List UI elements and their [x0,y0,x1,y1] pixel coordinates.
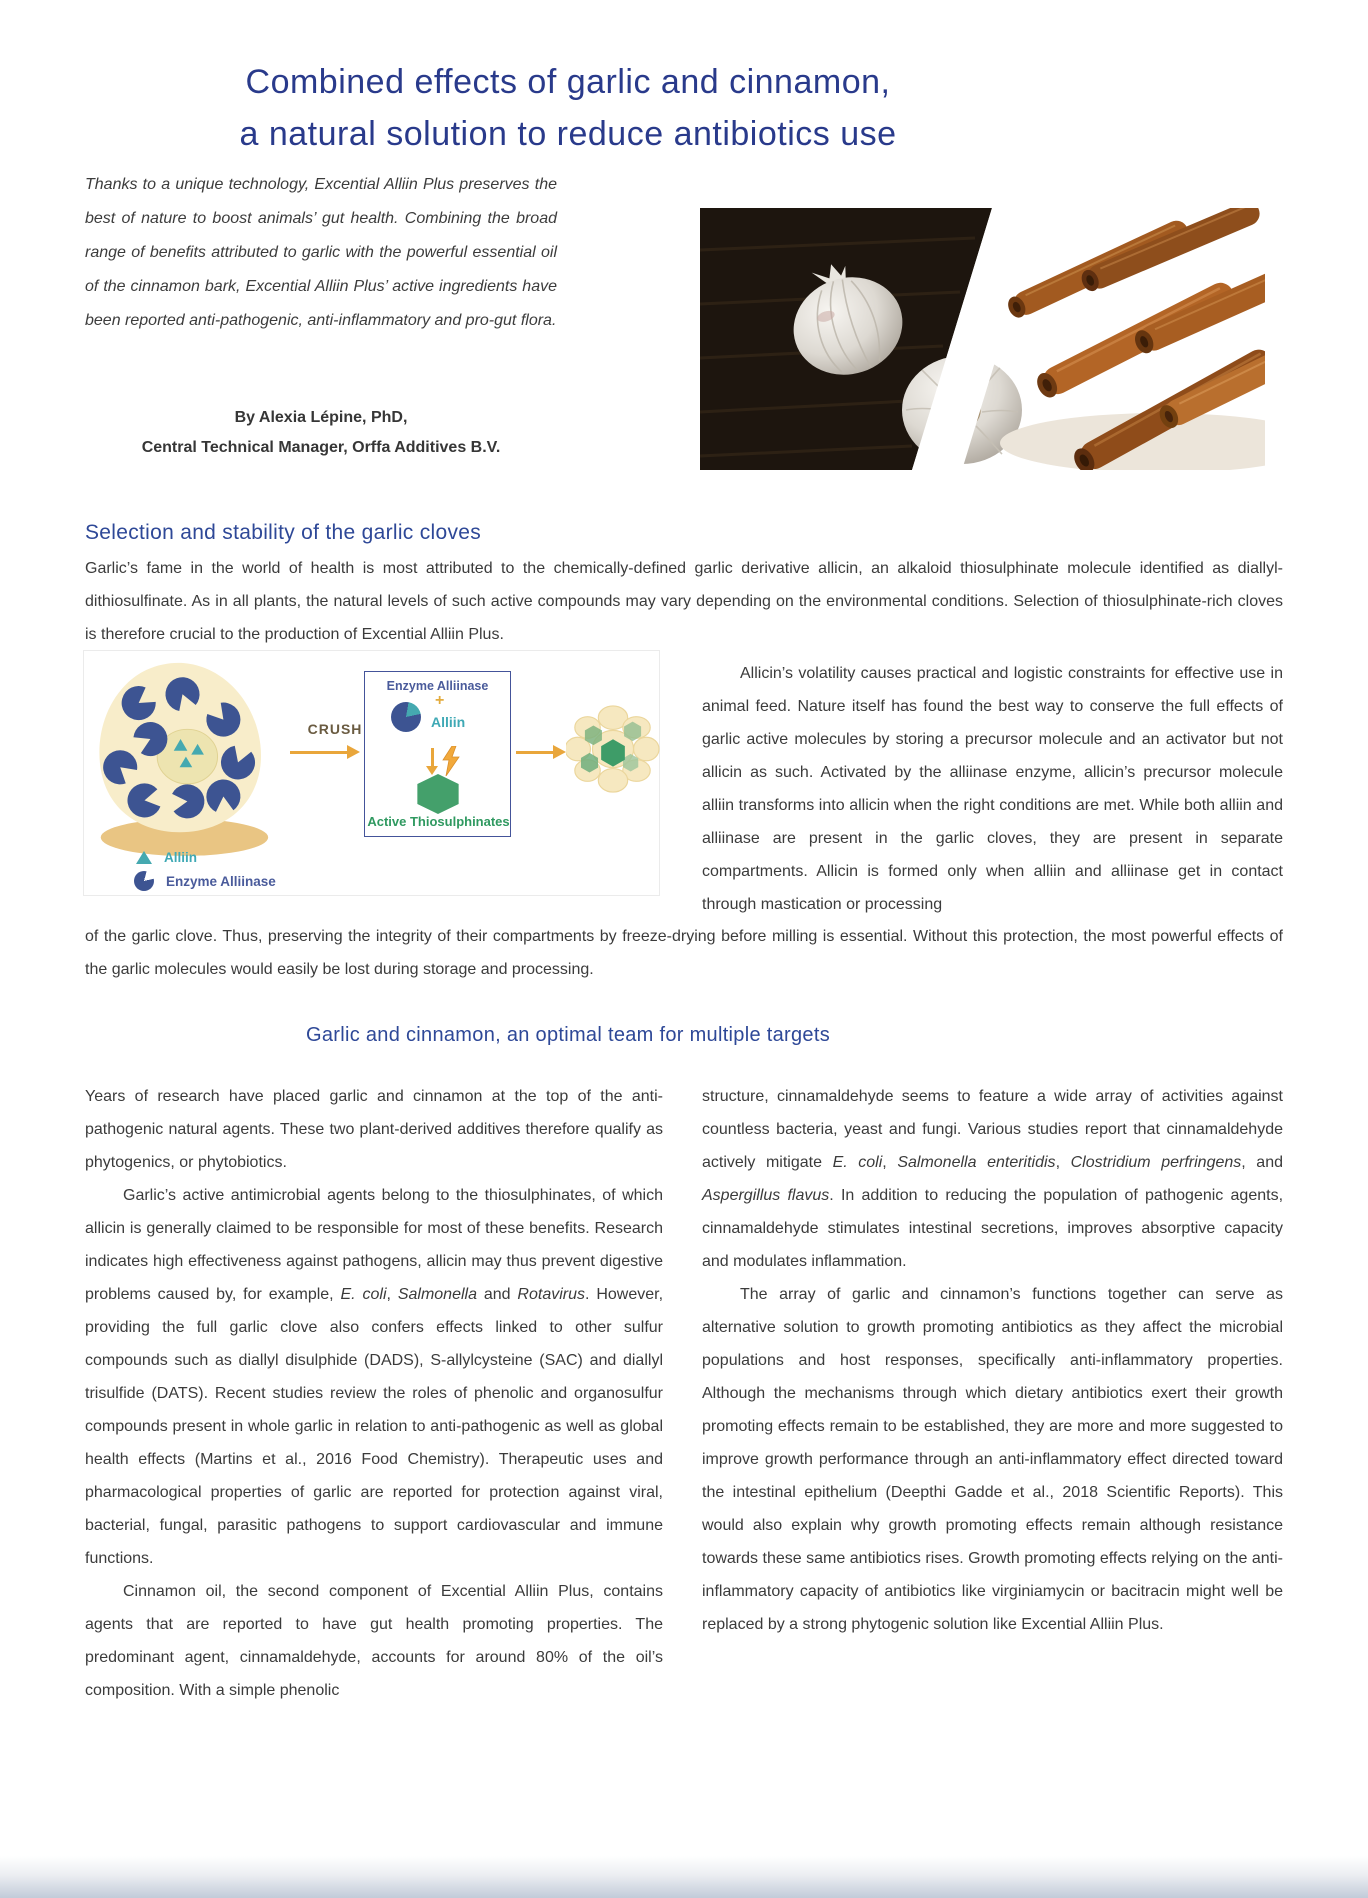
legend-enzyme-label: Enzyme Alliinase [166,873,276,889]
section2-heading: Garlic and cinnamon, an optimal team for multiple targets [305,1024,830,1046]
legend-row-enzyme [134,869,276,893]
footer-gradient-bar [0,1856,1368,1898]
left-column-paragraph-3: Cinnamon oil, the second component of Excential Alliin Plus, contains agents that are reported to have gut health promoting properties. The predominant agent, cinnamaldehyde, accounts for around 80% of the oil’s composition. With a simple phenolic [85,1583,663,1699]
garlic-cinnamon-photo-image [700,208,1265,470]
intro-paragraph: Thanks to a unique technology, Excential Alliin Plus preserves the best of nature to boost animals’ gut health. Combining the broad range of benefits attributed to garlic with the powerful essential oil of the cinnamon bark, Excential Alliin Plus’ active ingredients have been reported anti-pathogenic, anti-inflammatory and pro-gut flora. [85,176,557,329]
section1-wrap-paragraph: Allicin’s volatility causes practical and logistic constraints for effective use in animal feed. Nature itself has found the best way to conserve the full effects of garlic active molecules by storing a precursor molecule and an activator but not allicin as such. Activated by the alliinase enzyme, allicin’s precursor molecule alliin transforms into allicin when the right conditions are met. While both alliin and alliinase are present in the garlic cloves, they are present in separate compartments. Allicin is formed only when alliin and alliinase get in contact through mastication or processing [702,665,1283,913]
right-column-paragraph-1: structure, cinnamaldehyde seems to feature a wide array of activities against countless bacteria, yeast and fungi. Various studies report that cinnamaldehyde actively mitigate E. coli, Salmonella enteritidis, Clostridium perfringens, and Aspergillus flavus. In addition to reducing the population of pathogenic agents, cinnamaldehyde stimulates intestinal secretions, improves absorptive capacity and modulates inflammation. [702,1088,1284,1270]
left-column-paragraph-2: Garlic’s active antimicrobial agents belong to the thiosulphinates, of which allicin is generally claimed to be responsible for most of these benefits. Research indicates high effectiveness against pathogens, allicin may thus prevent digestive problems caused by, for example, E. coli, Salmonella and Rotavirus. However, providing the full garlic clove also confers effects linked to other sulfur compounds such as diallyl disulphide (DADS), S-allylcysteine (SAC) and diallyl trisulfide (DATS). Recent studies review the roles of phenolic and organosulfur compounds present in whole garlic in relation to anti-pathogenic as well as global health effects (Martins et al., 2016 Food Chemistry). Therapeutic uses and pharmacological properties of garlic are reported for protection against viral, bacterial, fungal, parasitic pathogens to support cardiovascular and immune functions. [85,1187,664,1567]
legend-row-alliin [134,845,276,869]
legend-alliin-label: Alliin [164,849,197,865]
lightning-icon [441,746,461,776]
thiosulphinate-hexagon-icon [414,774,462,814]
article-title [85,56,1051,160]
article-title-line1: Combined effects of garlic and cinnamon, [245,63,891,101]
enzyme-alliinase-label: Enzyme Alliinase [386,679,489,693]
plus-sign: + [435,692,445,709]
section1-continuation-paragraph: of the garlic clove. Thus, preserving the integrity of their compartments by freeze-drying before milling is essential. Without this protection, the most powerful effects of the garlic molecules would easily be lost during storage and processing. [85,928,1283,978]
enzyme-pie-icon [391,702,421,732]
crush-arrow-icon [290,751,348,754]
left-column-paragraph-1: Years of research have placed garlic and cinnamon at the top of the anti-pathogenic natural agents. These two plant-derived additives therefore qualify as phytogenics, or phytobiotics. [85,1088,663,1171]
active-thiosulphinates-label: Active Thiosulphinates [367,814,510,829]
garlic-clove-illustration [90,657,275,862]
alliin-label: Alliin [431,714,466,730]
enzyme-pacman-icon [134,871,154,891]
byline-role: Central Technical Manager, Orffa Additives B.V. [141,439,501,456]
garlic-cinnamon-photo [700,208,1265,470]
garlic-crush-diagram [83,650,660,896]
diagram-legend [134,845,276,893]
product-arrow-icon [516,751,554,754]
reaction-down-arrow-icon [431,748,434,766]
right-column [702,1080,1283,1641]
byline [85,403,557,463]
product-cluster-illustration [566,703,660,795]
reaction-box [364,671,511,837]
section1-paragraph: Garlic’s fame in the world of health is most attributed to the chemically-defined garlic derivative allicin, an alkaloid thiosulphinate molecule identified as diallyl-dithiosulfinate. As in all plants, the natural levels of such active compounds may vary depending on the environmental conditions. Selection of thiosulphinate-rich cloves is therefore crucial to the production of Excential Alliin Plus. [85,560,1283,643]
section1-heading: Selection and stability of the garlic cloves [85,521,482,544]
alliin-triangle-icon [136,851,152,864]
left-column [85,1080,663,1707]
article-title-line2: a natural solution to reduce antibiotics use [239,115,897,153]
right-column-paragraph-2: The array of garlic and cinnamon’s functions together can serve as alternative solution to growth promoting antibiotics as they affect the microbial populations and host responses, specifically anti-inflammatory properties. Although the mechanisms through which dietary antibiotics exert their growth promoting effects remain to be established, they are more and more suggested to improve growth performance through an anti-inflammatory effect directed toward the intestinal epithelium (Deepthi Gadde et al., 2018 Scientific Reports). This would also explain why growth promoting effects remain although resistance towards these same antibiotics rises. Growth promoting effects relying on the anti-inflammatory capacity of antibiotics like virginiamycin or bacitracin might well be replaced by a strong phytogenic solution like Excential Alliin Plus. [702,1286,1283,1633]
crush-label: CRUSH [307,721,363,737]
byline-author: By Alexia Lépine, PhD, [234,409,408,426]
